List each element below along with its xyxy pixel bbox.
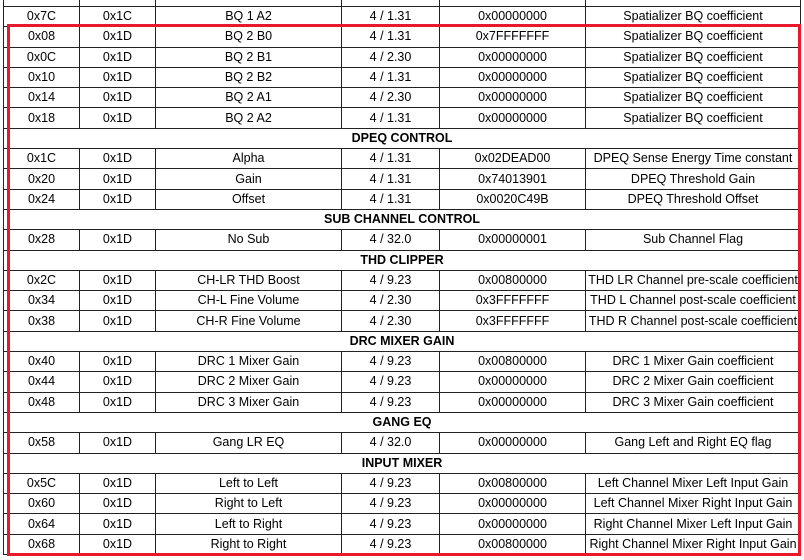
cell-page: 0x1D bbox=[80, 514, 156, 534]
cell-format: 4 / 2.30 bbox=[342, 311, 440, 331]
table-row bbox=[4, 149, 801, 169]
cell-subaddress: 0x60 bbox=[4, 494, 80, 514]
cell-subaddress: 0x24 bbox=[4, 189, 80, 209]
cell-page: 0x1D bbox=[80, 108, 156, 128]
cell-default-value: 0x00000000 bbox=[440, 494, 586, 514]
cell-default-value: 0x00000000 bbox=[440, 7, 586, 27]
cell-description: Spatializer BQ coefficient bbox=[586, 108, 801, 128]
section-title: INPUT MIXER bbox=[4, 453, 801, 473]
cell-default-value: 0x02DEAD00 bbox=[440, 149, 586, 169]
table-row bbox=[4, 67, 801, 87]
cell-format: 4 / 1.31 bbox=[342, 27, 440, 47]
cell-subaddress: 0x44 bbox=[4, 372, 80, 392]
cell-description: DPEQ Threshold Offset bbox=[586, 189, 801, 209]
cell-register-name: BQ 2 B1 bbox=[156, 47, 342, 67]
section-header-row bbox=[4, 331, 801, 351]
table-row bbox=[4, 372, 801, 392]
cell-description: DRC 3 Mixer Gain coefficient bbox=[586, 392, 801, 412]
cell-register-name: BQ 2 B2 bbox=[156, 67, 342, 87]
cell-description: THD LR Channel pre-scale coefficient bbox=[586, 270, 801, 290]
cell-page: 0x1D bbox=[80, 189, 156, 209]
cell-register-name: DRC 2 Mixer Gain bbox=[156, 372, 342, 392]
cell-default-value: 0x00000000 bbox=[440, 88, 586, 108]
cell-register-name: CH-L Fine Volume bbox=[156, 291, 342, 311]
section-title: THD CLIPPER bbox=[4, 250, 801, 270]
cell-subaddress: 0x1C bbox=[4, 149, 80, 169]
cell-description: Right Channel Mixer Left Input Gain bbox=[586, 514, 801, 534]
cell-subaddress: 0x28 bbox=[4, 230, 80, 250]
cell-description: Right Channel Mixer Right Input Gain bbox=[586, 534, 801, 554]
cell-description: Spatializer BQ coefficient bbox=[586, 27, 801, 47]
cell-subaddress: 0x08 bbox=[4, 27, 80, 47]
cell-default-value: 0x00000000 bbox=[440, 392, 586, 412]
cell-subaddress: 0x38 bbox=[4, 311, 80, 331]
table-row bbox=[4, 27, 801, 47]
cell-page: 0x1D bbox=[80, 149, 156, 169]
table-row bbox=[4, 189, 801, 209]
cell-format: 4 / 32.0 bbox=[342, 230, 440, 250]
cell-description: THD R Channel post-scale coefficient bbox=[586, 311, 801, 331]
cell-register-name: CH-R Fine Volume bbox=[156, 311, 342, 331]
cell-default-value: 0x7FFFFFFF bbox=[440, 27, 586, 47]
cell-subaddress: 0x10 bbox=[4, 67, 80, 87]
cell-register-name: Offset bbox=[156, 189, 342, 209]
cell-description: Sub Channel Flag bbox=[586, 230, 801, 250]
cell-subaddress: 0x48 bbox=[4, 392, 80, 412]
section-header-row bbox=[4, 453, 801, 473]
section-header-row bbox=[4, 209, 801, 229]
section-header-row bbox=[4, 250, 801, 270]
cell-description: Spatializer BQ coefficient bbox=[586, 47, 801, 67]
cell-page: 0x1D bbox=[80, 169, 156, 189]
cell-register-name: Gain bbox=[156, 169, 342, 189]
cell-page: 0x1D bbox=[80, 372, 156, 392]
cell-subaddress: 0x40 bbox=[4, 352, 80, 372]
cell-register-name: DRC 3 Mixer Gain bbox=[156, 392, 342, 412]
cell-page: 0x1D bbox=[80, 291, 156, 311]
cell-format: 4 / 9.23 bbox=[342, 352, 440, 372]
cell-default-value: 0x00000000 bbox=[440, 108, 586, 128]
table-row bbox=[4, 291, 801, 311]
cell-subaddress: 0x0C bbox=[4, 47, 80, 67]
cell-format: 4 / 9.23 bbox=[342, 270, 440, 290]
section-header-row bbox=[4, 412, 801, 432]
cell-default-value: 0x00800000 bbox=[440, 352, 586, 372]
cell-format: 4 / 9.23 bbox=[342, 514, 440, 534]
cell-description: Spatializer BQ coefficient bbox=[586, 7, 801, 27]
section-title: SUB CHANNEL CONTROL bbox=[4, 209, 801, 229]
cell-page: 0x1D bbox=[80, 311, 156, 331]
cell-default-value: 0x00000000 bbox=[440, 433, 586, 453]
cell-register-name: Gang LR EQ bbox=[156, 433, 342, 453]
cell-subaddress: 0x20 bbox=[4, 169, 80, 189]
cell-register-name: DRC 1 Mixer Gain bbox=[156, 352, 342, 372]
cell-page: 0x1C bbox=[80, 7, 156, 27]
cell-register-name: Right to Right bbox=[156, 534, 342, 554]
cell-register-name: Left to Right bbox=[156, 514, 342, 534]
cell-page: 0x1D bbox=[80, 47, 156, 67]
cell-format: 4 / 1.31 bbox=[342, 67, 440, 87]
cell-subaddress: 0x68 bbox=[4, 534, 80, 554]
table-row bbox=[4, 534, 801, 554]
section-title: DPEQ CONTROL bbox=[4, 128, 801, 148]
cell-default-value: 0x3FFFFFFF bbox=[440, 291, 586, 311]
cell-default-value: 0x00000001 bbox=[440, 230, 586, 250]
cell-page: 0x1D bbox=[80, 230, 156, 250]
cell-register-name: Alpha bbox=[156, 149, 342, 169]
table-row bbox=[4, 108, 801, 128]
cell-subaddress: 0x2C bbox=[4, 270, 80, 290]
cell-description: THD L Channel post-scale coefficient bbox=[586, 291, 801, 311]
cell-page: 0x1D bbox=[80, 352, 156, 372]
cell-default-value: 0x00000000 bbox=[440, 47, 586, 67]
table-row bbox=[4, 352, 801, 372]
cell-page: 0x1D bbox=[80, 67, 156, 87]
cell-subaddress: 0x34 bbox=[4, 291, 80, 311]
cell-format: 4 / 9.23 bbox=[342, 473, 440, 493]
cell-page: 0x1D bbox=[80, 494, 156, 514]
table-row bbox=[4, 494, 801, 514]
cell-subaddress: 0x7C bbox=[4, 7, 80, 27]
table-row bbox=[4, 88, 801, 108]
cell-register-name: BQ 2 A2 bbox=[156, 108, 342, 128]
table-row bbox=[4, 433, 801, 453]
table-row bbox=[4, 169, 801, 189]
table-row bbox=[4, 514, 801, 534]
cell-format: 4 / 9.23 bbox=[342, 392, 440, 412]
cell-description: DPEQ Sense Energy Time constant bbox=[586, 149, 801, 169]
cell-description: Left Channel Mixer Left Input Gain bbox=[586, 473, 801, 493]
cell-format: 4 / 2.30 bbox=[342, 47, 440, 67]
cell-description: DRC 1 Mixer Gain coefficient bbox=[586, 352, 801, 372]
cell-description: Gang Left and Right EQ flag bbox=[586, 433, 801, 453]
cell-register-name: BQ 2 A1 bbox=[156, 88, 342, 108]
cell-default-value: 0x00800000 bbox=[440, 473, 586, 493]
cell-format: 4 / 1.31 bbox=[342, 7, 440, 27]
cell-description: Left Channel Mixer Right Input Gain bbox=[586, 494, 801, 514]
cell-register-name: Right to Left bbox=[156, 494, 342, 514]
cell-description: Spatializer BQ coefficient bbox=[586, 88, 801, 108]
cell-page: 0x1D bbox=[80, 392, 156, 412]
cell-default-value: 0x00800000 bbox=[440, 534, 586, 554]
register-table bbox=[3, 0, 801, 555]
cell-page: 0x1D bbox=[80, 534, 156, 554]
cell-default-value: 0x74013901 bbox=[440, 169, 586, 189]
section-title: DRC MIXER GAIN bbox=[4, 331, 801, 351]
cell-subaddress: 0x5C bbox=[4, 473, 80, 493]
cell-page: 0x1D bbox=[80, 27, 156, 47]
cell-page: 0x1D bbox=[80, 270, 156, 290]
cell-format: 4 / 1.31 bbox=[342, 189, 440, 209]
table-row bbox=[4, 311, 801, 331]
cell-format: 4 / 1.31 bbox=[342, 169, 440, 189]
cell-format: 4 / 1.31 bbox=[342, 149, 440, 169]
table-row bbox=[4, 270, 801, 290]
cell-format: 4 / 9.23 bbox=[342, 372, 440, 392]
cell-subaddress: 0x18 bbox=[4, 108, 80, 128]
cell-default-value: 0x3FFFFFFF bbox=[440, 311, 586, 331]
register-table-body bbox=[4, 0, 801, 555]
cell-format: 4 / 1.31 bbox=[342, 108, 440, 128]
cell-description: DPEQ Threshold Gain bbox=[586, 169, 801, 189]
cell-default-value: 0x00800000 bbox=[440, 270, 586, 290]
table-row bbox=[4, 230, 801, 250]
cell-default-value: 0x00000000 bbox=[440, 67, 586, 87]
cell-subaddress: 0x14 bbox=[4, 88, 80, 108]
cell-page: 0x1D bbox=[80, 433, 156, 453]
cell-register-name: No Sub bbox=[156, 230, 342, 250]
table-row bbox=[4, 7, 801, 27]
table-row bbox=[4, 473, 801, 493]
cell-default-value: 0x00000000 bbox=[440, 514, 586, 534]
cell-page: 0x1D bbox=[80, 88, 156, 108]
cell-description: Spatializer BQ coefficient bbox=[586, 67, 801, 87]
cell-format: 4 / 32.0 bbox=[342, 433, 440, 453]
cell-format: 4 / 9.23 bbox=[342, 534, 440, 554]
cell-format: 4 / 2.30 bbox=[342, 291, 440, 311]
cell-subaddress: 0x58 bbox=[4, 433, 80, 453]
cell-register-name: BQ 2 B0 bbox=[156, 27, 342, 47]
cell-register-name: CH-LR THD Boost bbox=[156, 270, 342, 290]
table-row bbox=[4, 47, 801, 67]
cell-page: 0x1D bbox=[80, 473, 156, 493]
cell-subaddress: 0x64 bbox=[4, 514, 80, 534]
cell-format: 4 / 9.23 bbox=[342, 494, 440, 514]
section-title: GANG EQ bbox=[4, 412, 801, 432]
cell-description: DRC 2 Mixer Gain coefficient bbox=[586, 372, 801, 392]
cell-register-name: Left to Left bbox=[156, 473, 342, 493]
cell-register-name: BQ 1 A2 bbox=[156, 7, 342, 27]
cell-default-value: 0x00000000 bbox=[440, 372, 586, 392]
section-header-row bbox=[4, 128, 801, 148]
table-row bbox=[4, 392, 801, 412]
cell-default-value: 0x0020C49B bbox=[440, 189, 586, 209]
cell-format: 4 / 2.30 bbox=[342, 88, 440, 108]
